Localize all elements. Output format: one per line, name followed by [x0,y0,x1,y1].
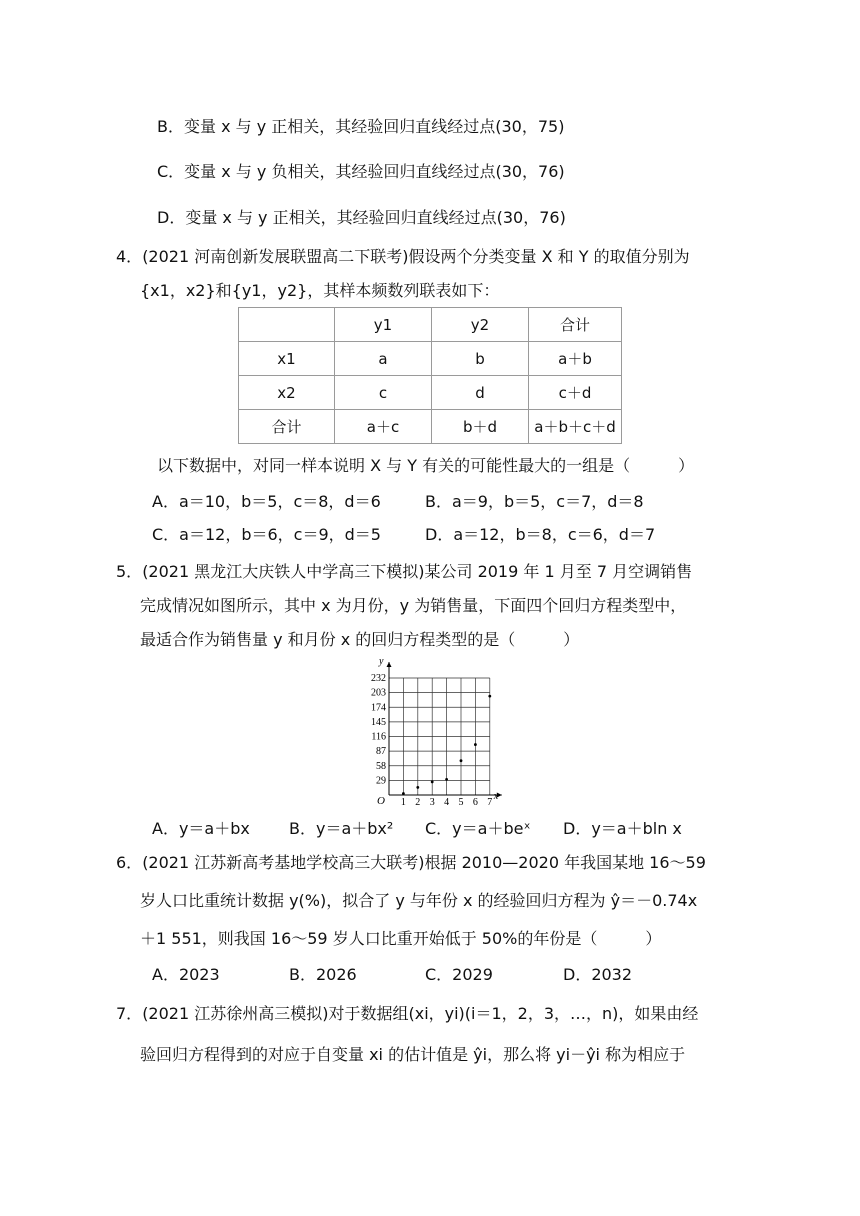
q6-number: 6． [116,853,143,872]
y-tick-label: 87 [376,746,386,758]
q4-stem-b: {x1，x2}和{y1，y2}，其样本频数列联表如下： [140,281,500,300]
table-cell: d [432,376,529,410]
q7-stem-b: 验回归方程得到的对应于自变量 xi 的估计值是 ŷi，那么将 yi－ŷi 称为相应于 [140,1045,686,1064]
q6-stem-c: ＋1 551，则我国 16～59 岁人口比重开始低于 50%的年份是（ ） [140,929,662,948]
q5-number: 5． [116,562,143,581]
x-tick-label: 7 [487,797,493,808]
q6-stem-a: 根据 2010—2020 年我国某地 16～59 [424,853,706,872]
q3-option-d: D．变量 x 与 y 正相关，其经验回归直线经过点(30，76) [157,208,566,227]
x-tick-label: 1 [400,797,406,808]
q6-option-d: D．2032 [563,965,633,984]
q4-number: 4． [116,247,143,266]
table-cell: a＋b [529,342,622,376]
x-tick-label: 6 [472,797,478,808]
q3-option-b: B．变量 x 与 y 正相关，其经验回归直线经过点(30，75) [157,117,565,136]
data-point [488,695,491,698]
q4-line-1 [116,246,690,268]
table-cell: 合计 [239,410,335,444]
q4-option-c: C．a＝12，b＝6，c＝9，d＝5 [152,525,381,544]
q5-option-c: C．y＝a＋beˣ [425,819,531,838]
q4-source: (2021 河南创新发展联盟高二下联考) [142,247,409,266]
chart-grid [389,678,490,795]
data-point [431,780,434,783]
x-tick-label: 2 [415,797,421,808]
data-point [474,743,477,746]
sales-scatter-chart [350,650,510,808]
q5-stem-c: 最适合作为销售量 y 和月份 x 的回归方程类型的是（ ） [140,630,580,649]
q7-stem-a: 对于数据组(xi，yi)(i＝1，2，3，…，n)，如果由经 [328,1004,699,1023]
chart-axes [387,662,502,798]
q7-source: (2021 江苏徐州高三模拟) [142,1004,329,1023]
table-cell: a [335,342,432,376]
q4-option-a: A．a＝10，b＝5，c＝8，d＝6 [152,492,381,511]
table-cell: y2 [432,308,529,342]
table-cell: b＋d [432,410,529,444]
q5-option-a: A．y＝a＋bx [152,819,250,838]
y-axis-arrow [387,662,392,667]
y-tick-label: 174 [371,702,386,714]
chart-tick-labels [371,656,499,808]
table-cell [239,308,335,342]
x-axis-label: x [493,791,499,802]
x-tick-label: 3 [429,797,435,808]
y-tick-label: 145 [371,716,386,728]
contingency-table [238,307,622,444]
q3-option-c: C．变量 x 与 y 负相关，其经验回归直线经过点(30，76) [157,162,565,181]
q5-stem-b: 完成情况如图所示，其中 x 为月份，y 为销售量，下面四个回归方程类型中， [140,596,687,615]
q5-option-d: D．y＝a＋bln x [563,819,682,838]
x-tick-label: 5 [458,797,464,808]
q6-stem-b: 岁人口比重统计数据 y(%)，拟合了 y 与年份 x 的经验回归方程为 ŷ＝－0.74x [140,891,698,910]
x-tick-label: 4 [444,797,450,808]
y-tick-label: 116 [371,731,386,743]
data-point [445,778,448,781]
q6-line-1 [116,852,706,874]
q4-stem-a: 假设两个分类变量 X 和 Y 的取值分别为 [408,247,690,266]
q4-question: 以下数据中，对同一样本说明 X 与 Y 有关的可能性最大的一组是（ ） [157,456,695,475]
table-cell: y1 [335,308,432,342]
y-tick-label: 232 [371,673,386,684]
q7-line-1 [116,1003,698,1025]
table-cell: c＋d [529,376,622,410]
table-cell: a＋c [335,410,432,444]
q6-option-b: B．2026 [289,965,357,984]
y-tick-label: 203 [371,687,386,699]
q6-source: (2021 江苏新高考基地学校高三大联考) [142,853,425,872]
data-point [402,792,405,795]
q5-stem-a: 某公司 2019 年 1 月至 7 月空调销售 [424,562,693,581]
y-axis-label: y [379,656,384,667]
q4-option-b: B．a＝9，b＝5，c＝7，d＝8 [425,492,644,511]
q4-option-d: D．a＝12，b＝8，c＝6，d＝7 [425,525,656,544]
table-row [239,342,622,376]
table-cell: x2 [239,376,335,410]
table-cell: a＋b＋c＋d [529,410,622,444]
q5-source: (2021 黑龙江大庆铁人中学高三下模拟) [142,562,425,581]
data-point [416,786,419,789]
q7-number: 7． [116,1004,143,1023]
data-point [460,759,463,762]
table-cell: c [335,376,432,410]
y-tick-label: 29 [376,775,386,787]
table-row [239,376,622,410]
table-cell: 合计 [529,308,622,342]
q5-line-1 [116,561,692,583]
y-tick-label: 58 [376,760,386,772]
origin-label: O [377,795,385,807]
table-cell: x1 [239,342,335,376]
table-row [239,410,622,444]
q5-option-b: B．y＝a＋bx² [289,819,394,838]
q6-option-a: A．2023 [152,965,220,984]
q6-option-c: C．2029 [425,965,493,984]
table-header-row [239,308,622,342]
table-cell: b [432,342,529,376]
